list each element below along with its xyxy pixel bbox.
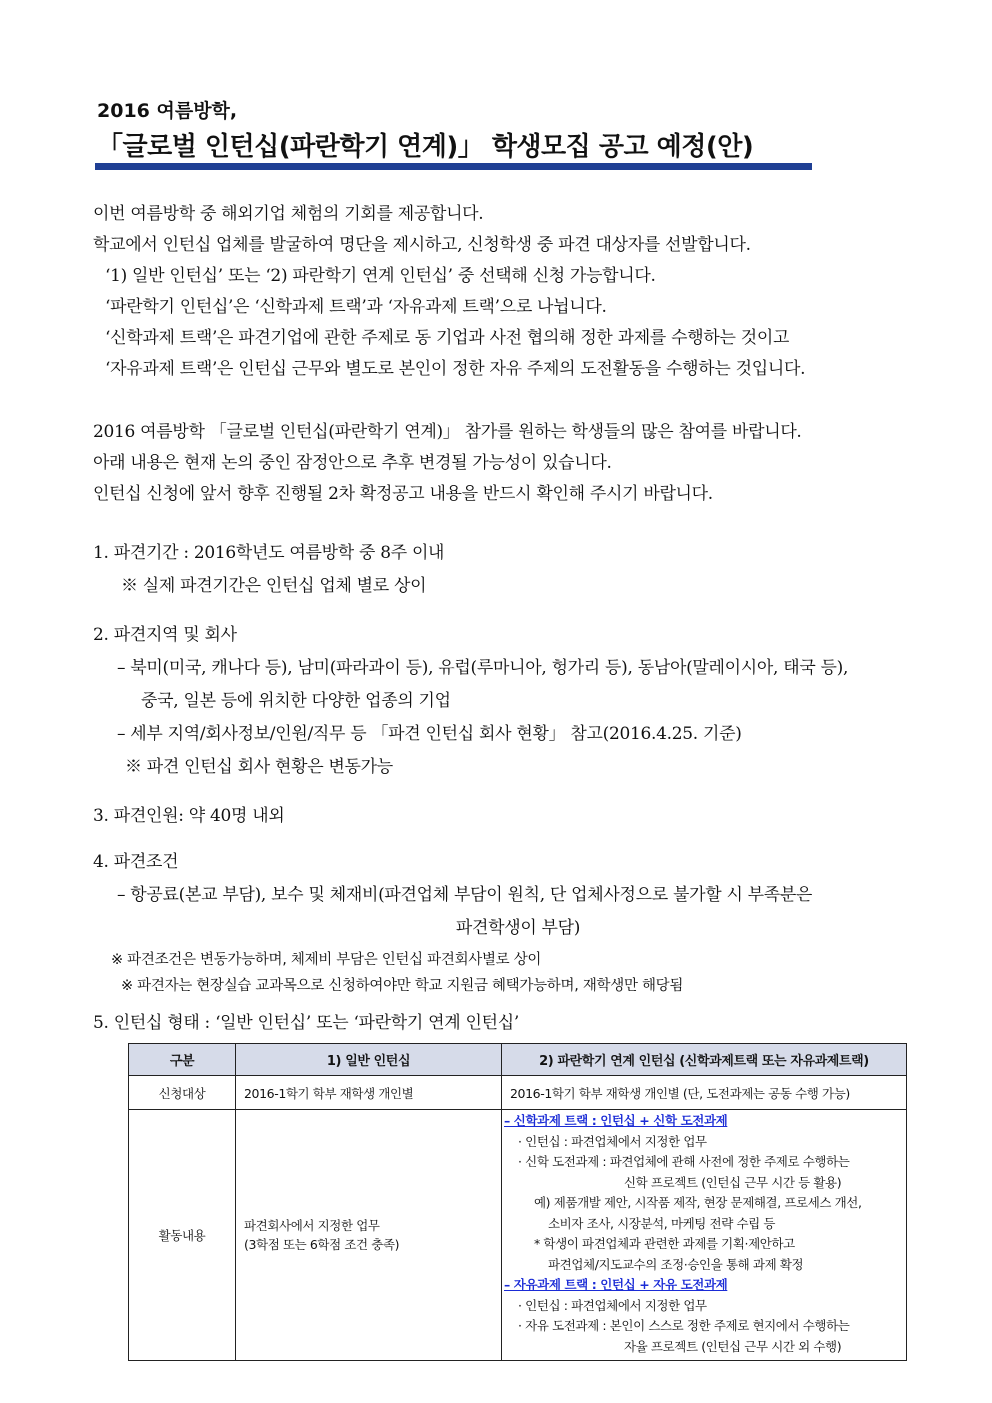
section-4-item-cont: 파견학생이 부담) bbox=[455, 918, 581, 938]
intro-line: ‘파란학기 인턴십’은 ‘신학과제 트랙’과 ‘자유과제 트랙’으로 나뉩니다. bbox=[105, 297, 607, 317]
internship-type-table bbox=[128, 1043, 907, 1361]
intro-paragraph bbox=[93, 199, 805, 385]
activity-line: 파견업체/지도교수의 조정·승인을 통해 과제 확정 bbox=[548, 1256, 804, 1272]
section-2-note: ※ 파견 인턴십 회사 현황은 변동가능 bbox=[125, 757, 393, 777]
section-1-note: ※ 실제 파견기간은 인턴십 업체 별로 상이 bbox=[121, 576, 427, 596]
table-row bbox=[129, 1076, 907, 1110]
track-heading: – 자유과제 트랙 : 인턴십 + 자유 도전과제 bbox=[504, 1277, 728, 1292]
section-5 bbox=[93, 1007, 519, 1040]
activity-line: · 신학 도전과제 : 파견업체에 관해 사전에 정한 주제로 수행하는 bbox=[518, 1154, 850, 1169]
table-header-cell: 1) 일반 인턴십 bbox=[236, 1044, 502, 1076]
activity-line: 자율 프로젝트 (인턴십 근무 시간 외 수행) bbox=[624, 1338, 842, 1354]
activity-paran-cell bbox=[502, 1110, 907, 1361]
section-3 bbox=[93, 800, 284, 833]
section-4-notes bbox=[93, 947, 683, 999]
notice-paragraph bbox=[93, 417, 802, 510]
section-2-title: 2. 파견지역 및 회사 bbox=[93, 625, 237, 645]
section-2-item-cont: 중국, 일본 등에 위치한 다양한 업종의 기업 bbox=[141, 691, 451, 711]
apply-paran-cell: 2016-1학기 학부 재학생 개인별 (단, 도전과제는 공동 수행 가능) bbox=[502, 1076, 907, 1110]
activity-general-line: 파견회사에서 지정한 업무 bbox=[244, 1218, 380, 1233]
intro-line: ‘신학과제 트랙’은 파견기업에 관한 주제로 동 기업과 사전 협의해 정한 과제를 수행하는 것이고 bbox=[105, 328, 790, 348]
intro-line: ‘자유과제 트랙’은 인턴십 근무와 별도로 본인이 정한 자유 주제의 도전활동을 수행하는 것입니다. bbox=[105, 359, 806, 379]
activity-line: 신학 프로젝트 (인턴십 근무 시간 등 활용) bbox=[624, 1174, 842, 1190]
table-header-cell: 2) 파란학기 연계 인턴십 (신학과제트랙 또는 자유과제트랙) bbox=[502, 1044, 907, 1076]
section-4-item: – 항공료(본교 부담), 보수 및 체재비(파견업체 부담이 원칙, 단 업체사정으로 불가할 시 부족분은 bbox=[117, 885, 813, 905]
header-title: 「글로벌 인턴십(파란학기 연계)」 학생모집 공고 예정(안) bbox=[97, 132, 754, 162]
activity-line: · 인턴십 : 파견업체에서 지정한 업무 bbox=[518, 1133, 707, 1149]
section-4-note: ※ 파견자는 현장실습 교과목으로 신청하여야만 학교 지원금 혜택가능하며, 재학생만 해당됨 bbox=[121, 978, 684, 994]
activity-line: 예) 제품개발 제안, 시작품 제작, 현장 문제해결, 프로세스 개선, bbox=[534, 1195, 862, 1210]
row-label-activity: 활동내용 bbox=[129, 1110, 236, 1361]
section-4-note: ※ 파견조건은 변동가능하며, 체제비 부담은 인턴십 파견회사별로 상이 bbox=[111, 952, 542, 968]
header-underline bbox=[95, 163, 812, 170]
intro-line: 이번 여름방학 중 해외기업 체험의 기회를 제공합니다. bbox=[93, 204, 484, 224]
track-heading: – 신학과제 트랙 : 인턴십 + 신학 도전과제 bbox=[504, 1113, 728, 1128]
section-1 bbox=[93, 537, 444, 603]
notice-line: 인턴십 신청에 앞서 향후 진행될 2차 확정공고 내용을 반드시 확인해 주시기 바랍니다. bbox=[93, 484, 713, 504]
intro-line: ‘1) 일반 인턴십’ 또는 ‘2) 파란학기 연계 인턴십’ 중 선택해 신청 가능합니다. bbox=[105, 266, 656, 286]
notice-line: 2016 여름방학 「글로벌 인턴십(파란학기 연계)」 참가를 원하는 학생들의 많은 참여를 바랍니다. bbox=[93, 422, 802, 442]
section-5-title: 5. 인턴십 형태 : ‘일반 인턴십’ 또는 ‘파란학기 연계 인턴십’ bbox=[93, 1013, 519, 1033]
intro-line: 학교에서 인턴십 업체를 발굴하여 명단을 제시하고, 신청학생 중 파견 대상자를 선발합니다. bbox=[93, 235, 751, 255]
activity-line: · 인턴십 : 파견업체에서 지정한 업무 bbox=[518, 1297, 707, 1313]
apply-general-cell: 2016-1학기 학부 재학생 개인별 bbox=[236, 1076, 502, 1110]
notice-line: 아래 내용은 현재 논의 중인 잠정안으로 추후 변경될 가능성이 있습니다. bbox=[93, 453, 612, 473]
section-3-title: 3. 파견인원: 약 40명 내외 bbox=[93, 806, 285, 826]
activity-line: * 학생이 파견업체과 관련한 과제를 기획·제안하고 bbox=[534, 1236, 795, 1251]
section-2-item: – 세부 지역/회사정보/인원/직무 등 「파견 인턴십 회사 현황」 참고(2016.4.25. 기준) bbox=[117, 724, 742, 744]
activity-line: 소비자 조사, 시장분석, 마케팅 전략 수립 등 bbox=[548, 1215, 776, 1231]
section-4-title: 4. 파견조건 bbox=[93, 852, 179, 872]
table-row bbox=[129, 1110, 907, 1361]
section-4 bbox=[93, 846, 812, 945]
row-label-apply: 신청대상 bbox=[129, 1076, 236, 1110]
activity-general-cell bbox=[236, 1110, 502, 1361]
section-1-title: 1. 파견기간 : 2016학년도 여름방학 중 8주 이내 bbox=[93, 543, 445, 563]
table-header-cell: 구분 bbox=[129, 1044, 236, 1076]
table-header-row bbox=[129, 1044, 907, 1076]
section-2-item: – 북미(미국, 캐나다 등), 남미(파라과이 등), 유럽(루마니아, 헝가리 등), 동남아(말레이시아, 태국 등), bbox=[117, 658, 849, 678]
section-2 bbox=[93, 619, 848, 784]
activity-general-line: (3학점 또는 6학점 조건 충족) bbox=[244, 1237, 400, 1252]
activity-line: · 자유 도전과제 : 본인이 스스로 정한 주제로 현지에서 수행하는 bbox=[518, 1318, 850, 1333]
header-subtitle: 2016 여름방학, bbox=[97, 100, 238, 122]
